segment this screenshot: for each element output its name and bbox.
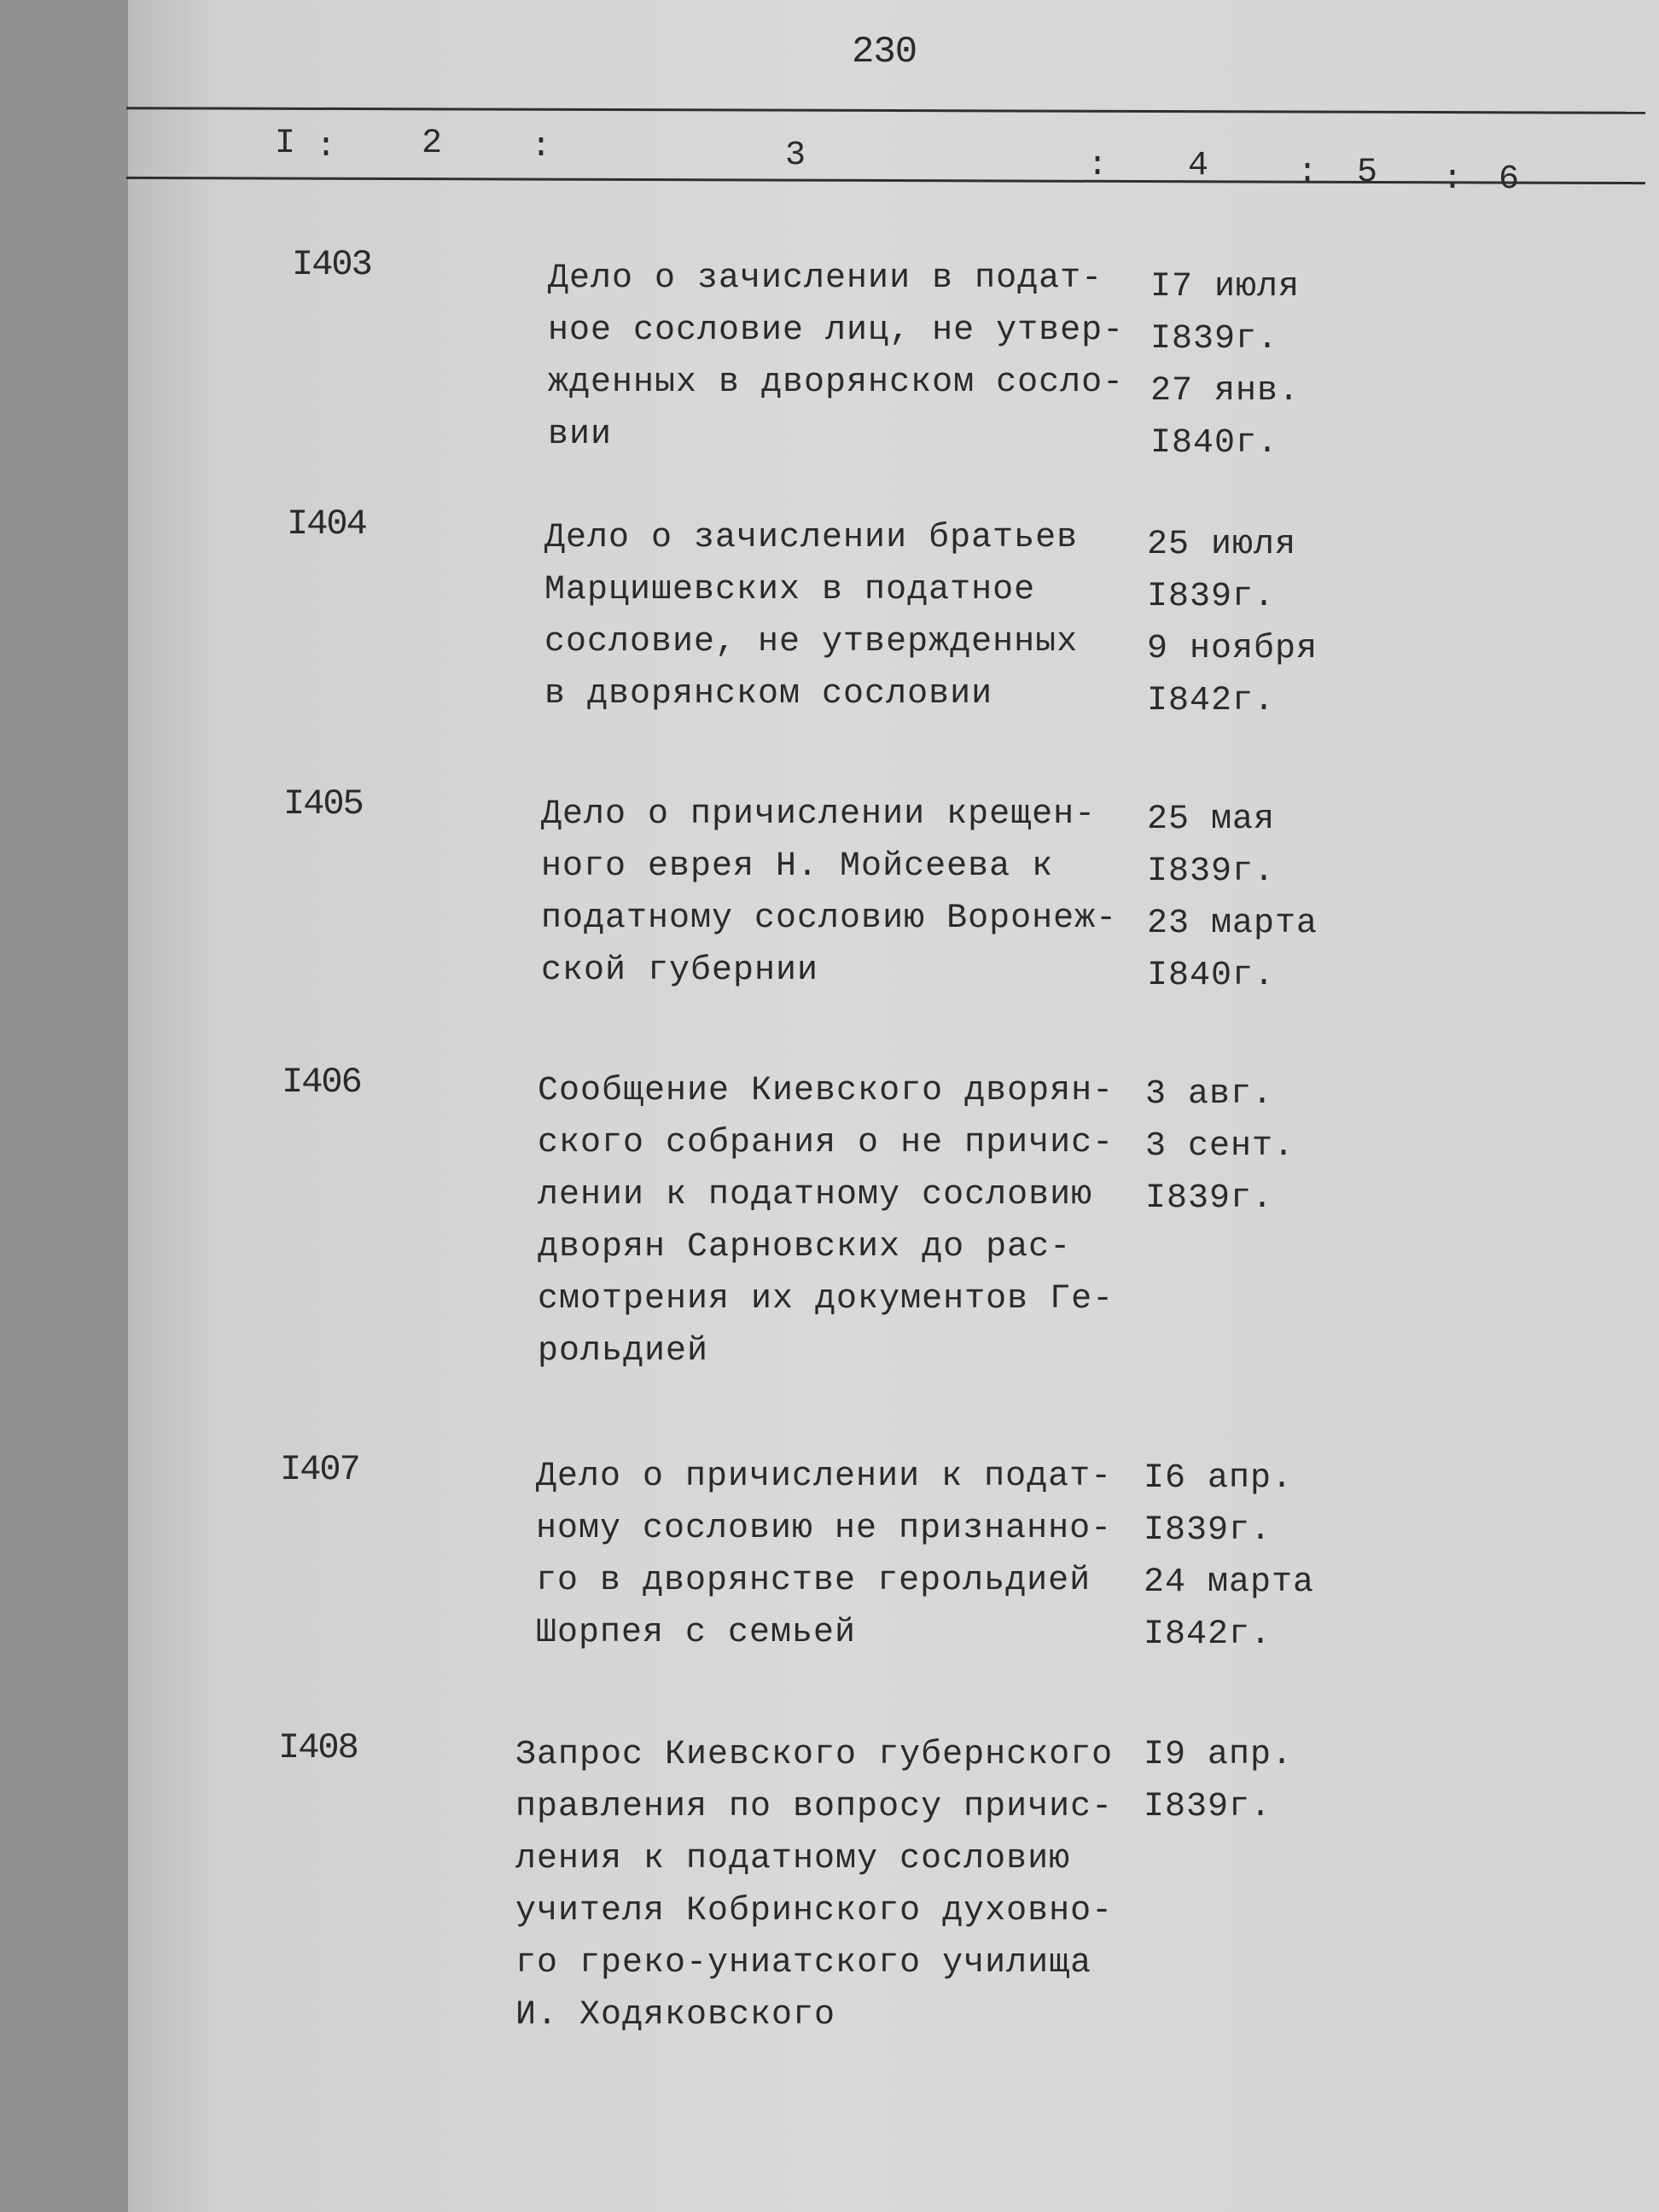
title-line: лении к податному сословию bbox=[538, 1176, 1093, 1214]
title-line: в дворянском сословии bbox=[544, 675, 993, 713]
column-header-3: 3 bbox=[785, 137, 806, 175]
title-line: Шорпея с семьей bbox=[536, 1614, 857, 1652]
title-line: вии bbox=[548, 416, 613, 454]
record-title bbox=[515, 1729, 1113, 2041]
date-line: I9 апр. bbox=[1144, 1736, 1294, 1774]
date-line: I6 апр. bbox=[1144, 1459, 1294, 1498]
page-number: 230 bbox=[852, 31, 917, 73]
date-line: I840г. bbox=[1150, 424, 1279, 463]
date-line: I840г. bbox=[1147, 957, 1276, 995]
date-line: 23 марта bbox=[1147, 905, 1318, 943]
title-line: Марцишевских в податное bbox=[544, 571, 1036, 609]
record-number: I403 bbox=[292, 244, 371, 285]
date-line: I839г. bbox=[1147, 578, 1276, 616]
date-line: 3 авг. bbox=[1145, 1075, 1274, 1114]
date-line: I7 июля bbox=[1150, 268, 1301, 306]
record-title bbox=[548, 253, 1124, 461]
record-dates bbox=[1145, 1068, 1295, 1225]
record-dates bbox=[1147, 519, 1318, 727]
title-line: дворян Сарновских до рас- bbox=[538, 1228, 1072, 1266]
title-line: го в дворянстве герольдией bbox=[536, 1562, 1091, 1600]
title-line: смотрения их документов Ге- bbox=[538, 1280, 1115, 1318]
title-line: ления к податному сословию bbox=[515, 1840, 1071, 1878]
column-header-2: 2 bbox=[422, 125, 443, 163]
title-line: И. Ходяковского bbox=[515, 1996, 836, 2034]
date-line: 3 сент. bbox=[1145, 1127, 1295, 1166]
date-line: 9 ноября bbox=[1147, 630, 1318, 668]
column-header-4: 4 bbox=[1188, 147, 1209, 185]
date-line: I839г. bbox=[1145, 1179, 1274, 1218]
column-header-1: I bbox=[275, 125, 296, 163]
title-line: ного еврея Н. Мойсеева к bbox=[541, 847, 1054, 886]
title-line: Сообщение Киевского дворян- bbox=[538, 1072, 1115, 1110]
date-line: I842г. bbox=[1144, 1615, 1272, 1654]
record-number: I405 bbox=[283, 783, 363, 824]
column-separator: : bbox=[531, 128, 552, 166]
record-title bbox=[541, 789, 1117, 997]
title-line: ному сословию не признанно- bbox=[536, 1510, 1113, 1548]
title-line: правления по вопросу причис- bbox=[515, 1788, 1114, 1826]
title-line: Дело о зачислении братьев bbox=[544, 519, 1079, 557]
date-line: I839г. bbox=[1144, 1788, 1272, 1826]
column-header-5: 5 bbox=[1357, 154, 1378, 192]
record-title bbox=[544, 512, 1078, 720]
title-line: ное сословие лиц, не утвер- bbox=[548, 311, 1125, 350]
record-number: I406 bbox=[282, 1062, 361, 1103]
title-line: ской губернии bbox=[541, 952, 819, 990]
record-number: I408 bbox=[278, 1727, 358, 1768]
title-line: сословие, не утвержденных bbox=[544, 623, 1079, 661]
date-line: 25 мая bbox=[1147, 800, 1276, 839]
title-line: Дело о зачислении в подат- bbox=[548, 259, 1103, 298]
column-separator: : bbox=[316, 128, 337, 166]
column-separator: : bbox=[1087, 147, 1109, 185]
title-line: рольдией bbox=[538, 1332, 709, 1371]
record-dates bbox=[1150, 261, 1300, 469]
date-line: I842г. bbox=[1147, 682, 1276, 720]
date-line: 25 июля bbox=[1147, 526, 1297, 564]
date-line: 24 марта bbox=[1144, 1563, 1315, 1602]
record-title bbox=[538, 1065, 1114, 1377]
date-line: I839г. bbox=[1144, 1511, 1272, 1550]
record-number: I407 bbox=[280, 1449, 359, 1490]
date-line: I839г. bbox=[1150, 320, 1279, 358]
title-line: учителя Кобринского духовно- bbox=[515, 1892, 1114, 1930]
title-line: Запрос Киевского губернского bbox=[515, 1736, 1114, 1774]
title-line: жденных в дворянском сосло- bbox=[548, 364, 1125, 402]
record-dates bbox=[1144, 1452, 1314, 1661]
column-separator: : bbox=[1442, 160, 1464, 199]
column-separator: : bbox=[1297, 154, 1318, 192]
record-title bbox=[536, 1451, 1112, 1659]
title-line: Дело о причислении крещен- bbox=[541, 795, 1097, 834]
title-line: го греко-униатского училища bbox=[515, 1944, 1092, 1982]
record-dates bbox=[1144, 1729, 1293, 1833]
record-dates bbox=[1147, 794, 1318, 1002]
title-line: ского собрания о не причис- bbox=[538, 1124, 1115, 1162]
title-line: Дело о причислении к подат- bbox=[536, 1458, 1113, 1496]
date-line: I839г. bbox=[1147, 853, 1276, 891]
column-header-6: 6 bbox=[1499, 160, 1520, 199]
title-line: податному сословию Воронеж- bbox=[541, 899, 1118, 938]
date-line: 27 янв. bbox=[1150, 372, 1301, 410]
record-number: I404 bbox=[287, 504, 366, 544]
